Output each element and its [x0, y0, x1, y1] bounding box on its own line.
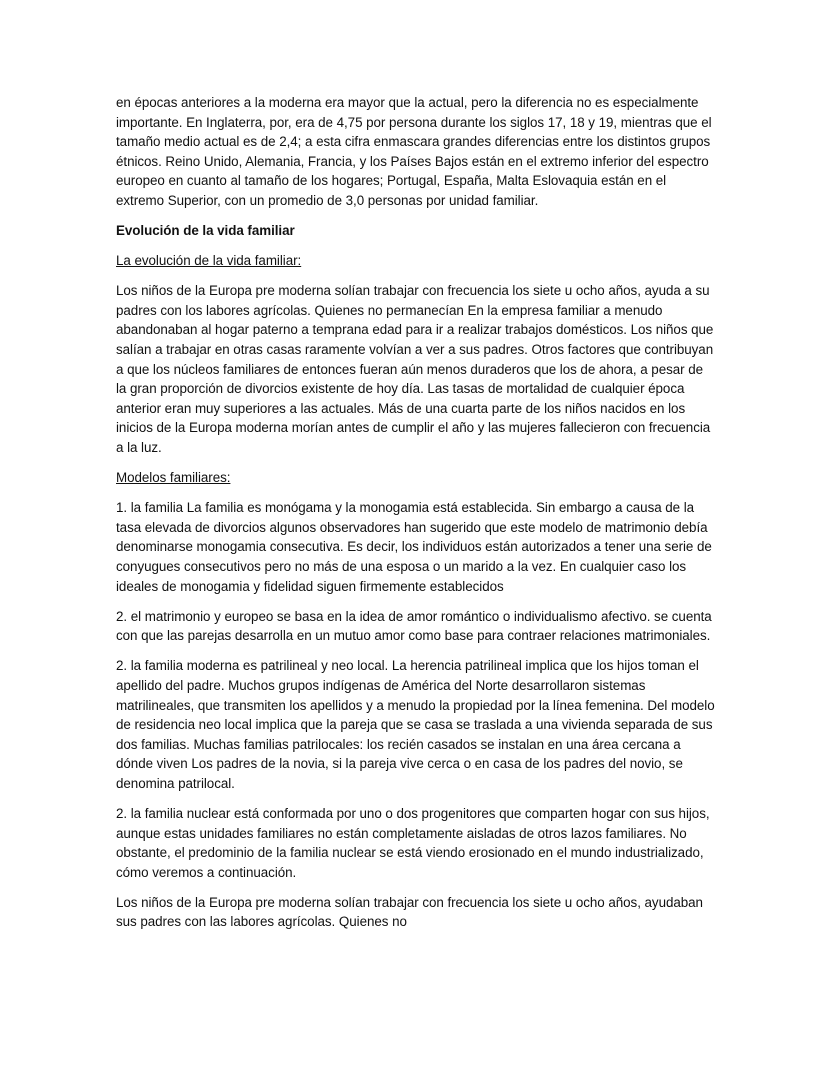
paragraph-monogamy: 1. la familia La familia es monógama y la monogamia está establecida. Sin embargo a causa de la tasa elevada de divorcios algunos observadores han sugerido que este modelo de matrimonio debía denominarse monogamia consecutiva. Es decir, los individuos están autorizados a tener una serie de conyugues consecutivos pero no más de una esposa o un marido a la vez. En cualquier caso los ideales de monogamia y fidelidad siguen firmemente establecidos [116, 500, 712, 594]
section-heading: Evolución de la vida familiar [116, 223, 295, 239]
paragraph-romantic-love: 2. el matrimonio y europeo se basa en la idea de amor romántico o individualismo afectivo. se cuenta con que las parejas desarrolla en un mutuo amor como base para contraer relaciones matrimoniales. [116, 608, 712, 644]
paragraph-household-size: en épocas anteriores a la moderna era mayor que la actual, pero la diferencia no es especialmente importante. En Inglaterra, por, era de 4,75 por persona durante los siglos 17, 18 y 19, mientras que el tamaño medio actual es de 2,4; a esta cifra enmascara grandes diferencias entre los distintos grupos étnicos. Reino Unido, Alemania, Francia, y los Países Bajos están en el extremo inferior del espectro europeo en cuanto al tamaño de los hogares; Portugal, España, Malta Eslovaquia están en el extremo Superior, con un promedio de 3,0 personas por unidad familiar. [116, 95, 712, 208]
paragraph-nuclear-family: 2. la familia nuclear está conformada por uno o dos progenitores que comparten hogar con sus hijos, aunque estas unidades familiares no están completamente aisladas de otros lazos familiares. No obstante, el predominio de la familia nuclear se está viendo erosionado en el mundo industrializado, cómo veremos a continuación. [116, 806, 710, 880]
subheading-evolution: La evolución de la vida familiar: [116, 253, 302, 269]
paragraph-patrilineal: 2. la familia moderna es patrilineal y neo local. La herencia patrilineal implica que los hijos toman el apellido del padre. Muchos grupos indígenas de América del Norte desarrollaron sistemas matrilineales, que transmiten los apellidos y a menudo la propiedad por la línea femenina. Del modelo de residencia neo local implica que la pareja que se casa se traslada a una vivienda separada de sus dos familias. Muchas familias patrilocales: los recién casados se instalan en una área cercana a dónde viven Los padres de la novia, si la pareja vive cerca o en casa de los padres del novio, se denomina patrilocal. [116, 658, 715, 791]
paragraph-premodern-children: Los niños de la Europa pre moderna solían trabajar con frecuencia los siete u ocho años, ayuda a su padres con los labores agrícolas. Quienes no permanecían En la empresa familiar a menudo abandonaban al hogar paterno a temprana edad para ir a realizar trabajos domésticos. Los niños que salían a trabajar en otras casas raramente volvían a ver a sus padres. Otros factores que contribuyan a que los núcleos familiares de entonces fueran aún menos duraderos que los de ahora, a pesar de la gran proporción de divorcios existente de hoy día. Las tasas de mortalidad de cualquier época anterior eran muy superiores a las actuales. Más de una cuarta parte de los niños nacidos en los inicios de la Europa moderna morían antes de cumplir el año y las mujeres fallecieron con frecuencia a la luz. [116, 283, 714, 455]
subheading-family-models: Modelos familiares: [116, 470, 231, 486]
paragraph-repeated-children: Los niños de la Europa pre moderna solían trabajar con frecuencia los siete u ocho años, ayudaban sus padres con las labores agrícolas. Quienes no [116, 894, 703, 930]
document-page [116, 93, 716, 943]
